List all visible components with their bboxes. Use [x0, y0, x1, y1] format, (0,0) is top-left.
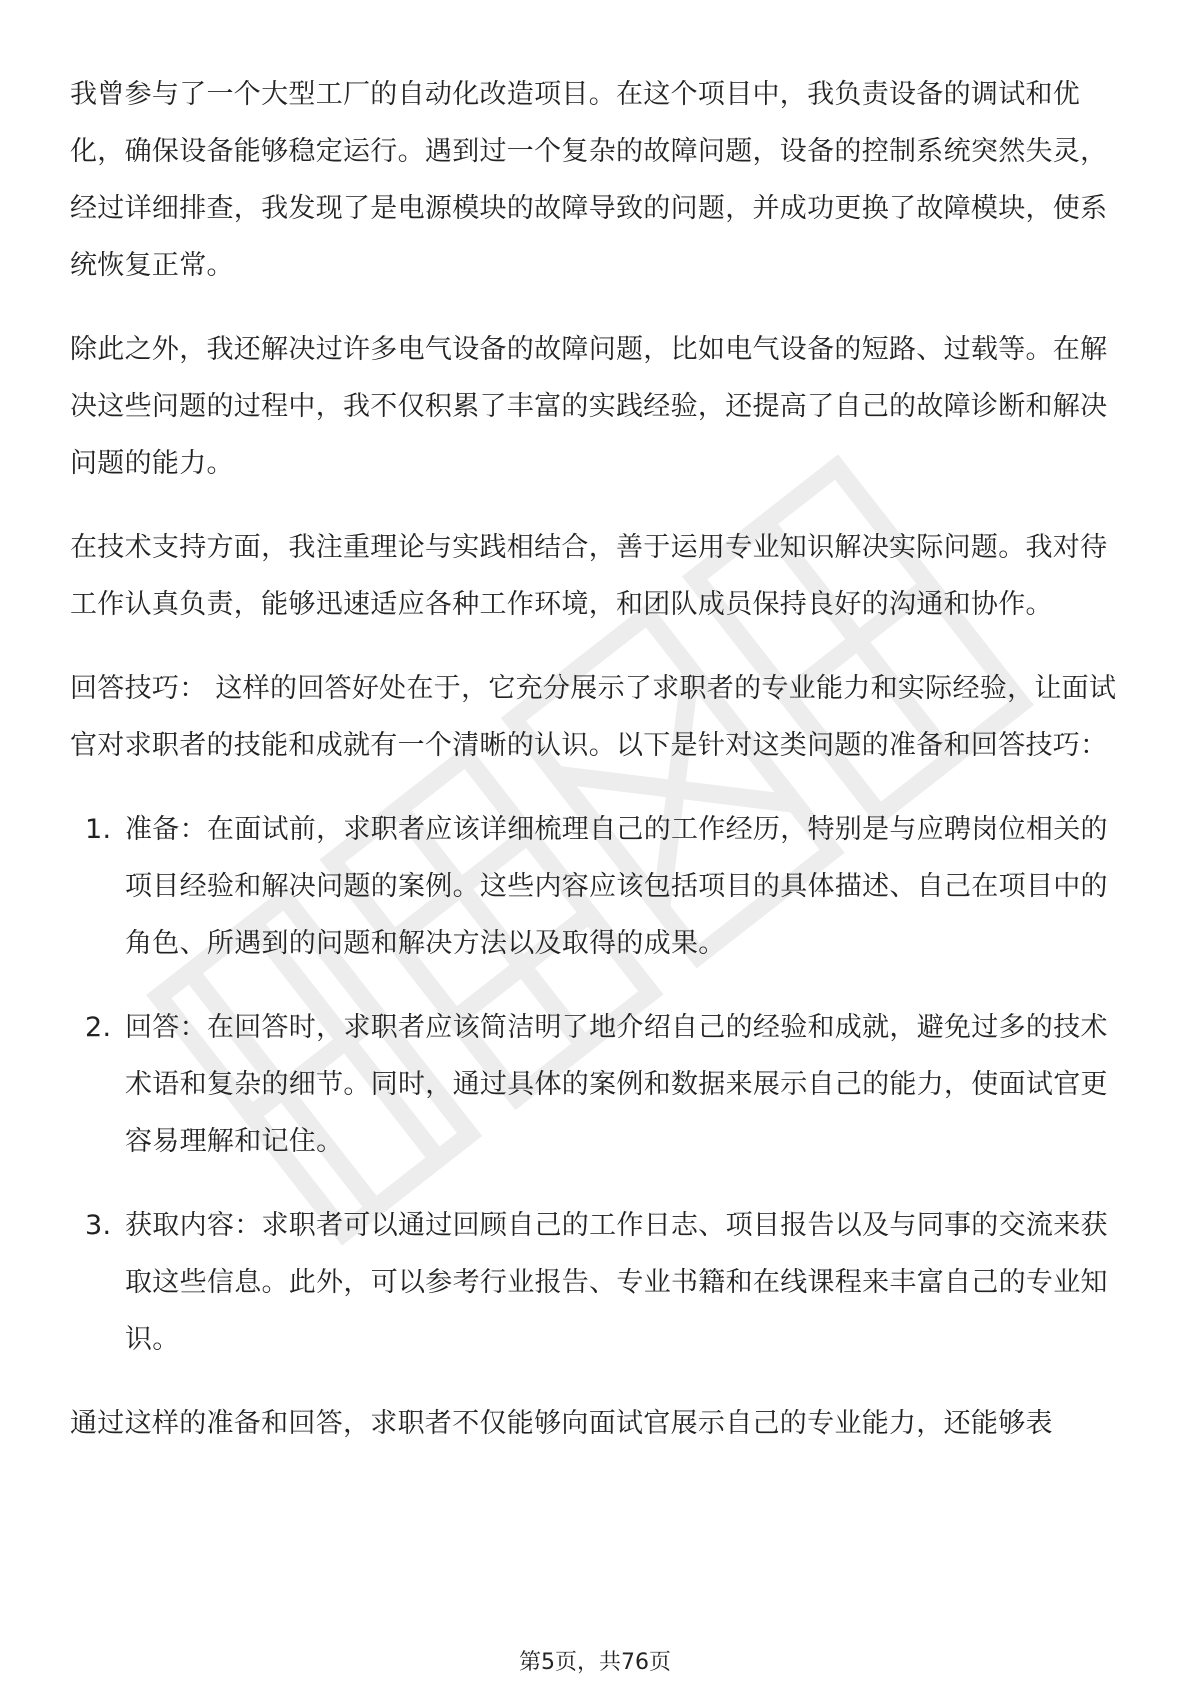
- paragraph-tech-support: 在技术支持方面，我注重理论与实践相结合，善于运用专业知识解决实际问题。我对待工作认真负责，能够迅速适应各种工作环境，和团队成员保持良好的沟通和协作。: [70, 532, 1108, 620]
- list-item-text: 准备：在面试前，求职者应该详细梳理自己的工作经历，特别是与应聘岗位相关的项目经验和解决问题的案例。这些内容应该包括项目的具体描述、自己在项目中的角色、所遇到的问题和解决方法以及取得的成果。: [125, 814, 1108, 959]
- list-item: [70, 801, 1120, 972]
- paragraph-project-experience: 我曾参与了一个大型工厂的自动化改造项目。在这个项目中，我负责设备的调试和优化，确保设备能够稳定运行。遇到过一个复杂的故障问题，设备的控制系统突然失灵，经过详细排查，我发现了是电源模块的故障导致的问题，并成功更换了故障模块，使系统恢复正常。: [70, 79, 1108, 281]
- paragraph-closing: 通过这样的准备和回答，求职者不仅能够向面试官展示自己的专业能力，还能够表: [70, 1408, 1053, 1439]
- list-item-text: 获取内容：求职者可以通过回顾自己的工作日志、项目报告以及与同事的交流来获取这些信息。此外，可以参考行业报告、专业书籍和在线课程来丰富自己的专业知识。: [125, 1210, 1108, 1355]
- list-item-number: 2.: [85, 1012, 112, 1043]
- tips-list: [70, 801, 1120, 1368]
- paragraph-fault-solving: 除此之外，我还解决过许多电气设备的故障问题，比如电气设备的短路、过载等。在解决这些问题的过程中，我不仅积累了丰富的实践经验，还提高了自己的故障诊断和解决问题的能力。: [70, 334, 1108, 479]
- page-number-footer: 第5页，共76页: [519, 1650, 671, 1675]
- list-item: [70, 1197, 1120, 1368]
- list-item-number: 1.: [85, 814, 112, 845]
- list-item-text: 回答：在回答时，求职者应该简洁明了地介绍自己的经验和成就，避免过多的技术术语和复杂的细节。同时，通过具体的案例和数据来展示自己的能力，使面试官更容易理解和记住。: [125, 1012, 1108, 1157]
- document-body: [70, 66, 1120, 1479]
- list-item-number: 3.: [85, 1210, 112, 1241]
- paragraph-answer-tips: 回答技巧： 这样的回答好处在于，它充分展示了求职者的专业能力和实际经验，让面试官对求职者的技能和成就有一个清晰的认识。以下是针对这类问题的准备和回答技巧：: [70, 673, 1117, 761]
- list-item: [70, 999, 1120, 1170]
